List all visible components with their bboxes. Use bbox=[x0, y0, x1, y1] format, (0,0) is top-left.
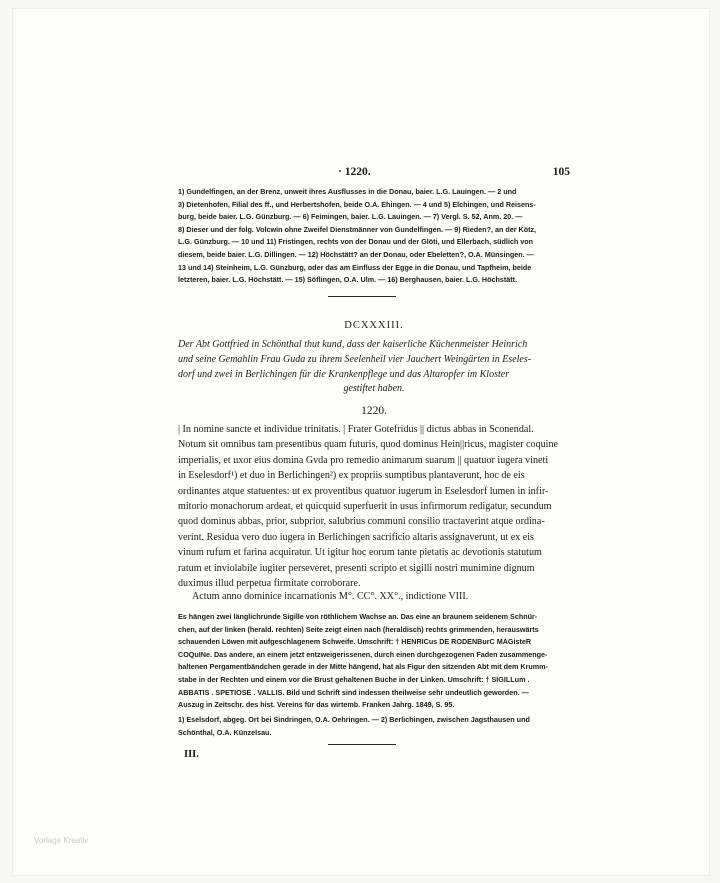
seal-description bbox=[178, 611, 570, 712]
footnote-line: diesem, beide baier. L.G. Dillingen. — 12) Höchstätt? an der Donau, oder Ebeletten?, O.A. Münsingen. — bbox=[178, 249, 534, 259]
description-line: ABBATIS . SPETIOSE . VALLIS. Bild und Schrift sind indessen theilweise sehr undeutlich geworden. — bbox=[178, 687, 529, 697]
description-line: chen, auf der linken (herald. rechten) Seite zeigt einen nach (heraldisch) rechts grimmenden, herauswärts bbox=[178, 624, 539, 634]
description-line: stabe in der Rechten und einem vor die Brust gehaltenen Buche in der Linken. Umschrift: † SIGILLum . bbox=[178, 674, 530, 684]
footnote-line: 1) Eselsdorf, abgeg. Ort bei Sindringen, O.A. Oehringen. — 2) Berlichingen, zwischen Jagsthausen und bbox=[178, 715, 530, 724]
signature-mark: III. bbox=[184, 749, 199, 760]
footnote-line: L.G. Günzburg. — 10 und 11) Fristingen, rechts von der Donau und der Glöti, und Ellerbach, südlich von bbox=[178, 237, 534, 247]
charter-line: mitorio monachorum ardeat, et quicquid superfuerit in usus infirmorum redigatur, secundum bbox=[178, 501, 552, 513]
abstract-line: Der Abt Gottfried in Schönthal thut kund, dass der kaiserliche Küchenmeister Heinrich bbox=[178, 339, 528, 350]
abstract-line: dorf und zwei in Berlichingen für die Krankenpflege und das Altaropfer im Kloster bbox=[178, 368, 510, 380]
document-abstract bbox=[178, 338, 570, 397]
footnote-line: letzteren, baier. L.G. Höchstätt. — 15) Söflingen, O.A. Ulm. — 16) Berghausen, baier. L.G. Höchstätt. bbox=[178, 275, 518, 285]
actum-line: Actum anno dominice incarnationis M°. CC°. XX°., indictione VIII. bbox=[192, 591, 469, 602]
description-line: haltenen Pergamentbändchen gerade in der Mitte hängend, hat als Figur den sitzenden Abt mit dem Krumm- bbox=[178, 662, 548, 672]
charter-line: duximus illud perpetua firmitate corroborare. bbox=[178, 578, 361, 590]
footnotes-previous-document bbox=[178, 186, 570, 287]
description-line: schauenden Löwen mit aufgeschlagenem Schweife. Umschrift: † HENRICus DE RODENBurC MAGisteR bbox=[178, 637, 532, 647]
header-year: · 1220. bbox=[338, 166, 371, 178]
description-line: COQuINe. Das andere, an einem jetzt entzweigerissenen, durch einen durchgezogenen Faden zusammenge- bbox=[178, 649, 548, 659]
footnote-line: 1) Gundelfingen, an der Brenz, unweit ihres Ausflusses in die Donau, baier. L.G. Lauingen. — 2 und bbox=[178, 187, 517, 196]
charter-text bbox=[178, 422, 570, 591]
footnote-line: 8) Dieser und der folg. Volcwin ohne Zweifel Dienstmänner von Gundelfingen. — 9) Rieden?, an der Kötz, bbox=[178, 224, 537, 234]
abstract-line: gestiftet haben. bbox=[343, 383, 405, 395]
description-line: Es hängen zwei länglichrunde Sigille von röthlichem Wachse an. Das eine an braunem seidenem Schnür- bbox=[178, 612, 538, 621]
document-number: DCXXXIII. bbox=[344, 320, 404, 331]
document-year: 1220. bbox=[361, 405, 387, 417]
charter-line: imperialis, et uxor eius domina Gvda pro remedio animarum suarum || quatuor iugera vineti bbox=[178, 454, 549, 466]
footnote-line: burg, beide baier. L.G. Günzburg. — 6) Feimingen, baier. L.G. Lauingen. — 7) Vergl. S. 52, Anm. 20. — bbox=[178, 212, 523, 222]
section-divider bbox=[328, 296, 396, 297]
charter-line: ratum et inviolabile iugiter perseveret, presenti scripto et sigilli nostri munimine dignum bbox=[178, 562, 535, 574]
charter-line: quod dominus abbas, prior, subprior, salubrius communi consilio tractaverint atque ordina- bbox=[178, 516, 545, 528]
charter-line: Notum sit omnibus tam presentibus quam futuris, quod dominus Hein||ricus, magister coquine bbox=[178, 439, 558, 451]
abstract-line: und seine Gemahlin Frau Guda zu ihrem Seelenheil vier Jauchert Weingärten in Eseles- bbox=[178, 353, 532, 365]
section-divider bbox=[328, 744, 396, 745]
document-footnotes bbox=[178, 714, 570, 739]
charter-line: verint. Residua vero duo iugera in Berlichingen sacrificio altaris assignaverunt, ut ex eis bbox=[178, 531, 534, 543]
charter-line: ordinantes atque statuentes: ut ex proventibus quatuor iugerum in Eselesdorf lumen in infir- bbox=[178, 485, 549, 497]
footnote-line: 13 und 14) Steinheim, L.G. Günzburg, oder das am Einfluss der Egge in die Donau, und Tapfheim, beide bbox=[178, 262, 532, 272]
charter-line: in Eselesdorf¹) et duo in Berlichingen²) ex propriis sumptibus plantaverunt, hoc de eis bbox=[178, 470, 525, 482]
footnote-line: Schönthal, O.A. Künzelsau. bbox=[178, 727, 272, 737]
charter-line: vinum rufum et farina acquiratur. Ut igitur hoc eorum tante pietatis ac devotionis statutum bbox=[178, 547, 542, 559]
footnote-line: 3) Dietenhofen, Filial des ff., und Herbertshofen, beide O.A. Ehingen. — 4 und 5) Elchingen, und Reisens- bbox=[178, 199, 536, 209]
running-head bbox=[170, 166, 570, 180]
charter-line: | In nomine sancte et individue trinitatis. | Frater Gotefridus || dictus abbas in Sconendal. bbox=[178, 424, 534, 435]
page-number: 105 bbox=[552, 166, 570, 178]
watermark: Vorlage Kreativ bbox=[34, 836, 89, 845]
description-line: Auszug in Zeitschr. des hist. Vereins für das wirtemb. Franken Jahrg. 1849, S. 95. bbox=[178, 700, 455, 710]
